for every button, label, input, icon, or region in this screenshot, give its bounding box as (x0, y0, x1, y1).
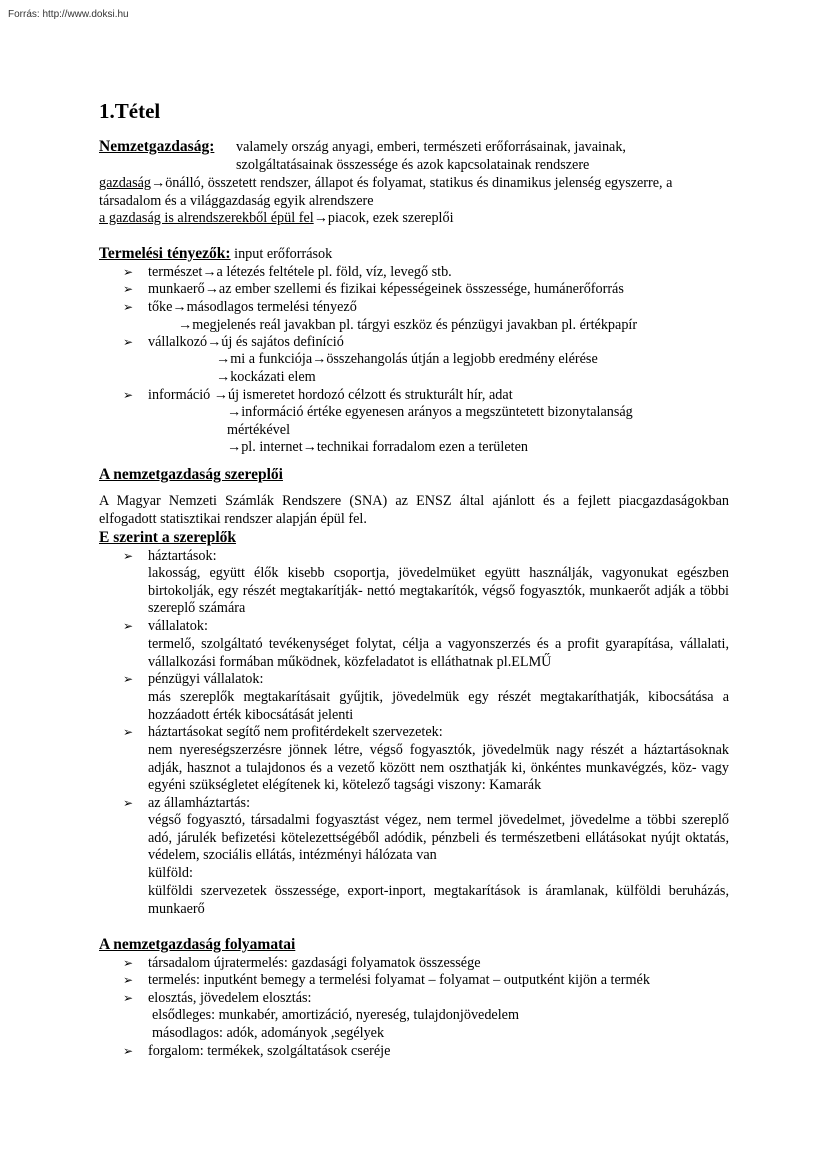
actor-description: lakosság, együtt élők kisebb csoportja, jövedelmüket együtt használják, vagyonukat egészben birtokolják, egy részét megtakarítják- nettó megtakarítók, végső fogyasztók, munkaerőt adják a többi szereplő számára (148, 565, 729, 617)
actor-description: más szereplők megtakarításait gyűjtik, jövedelmük egy részét megtakaríthatják, kibocsátása a hozzáadott érték kibocsátását jelenti (148, 689, 729, 723)
info-subline-1: →információ értéke egyenesen arányos a megszüntetett bizonytalanság (227, 404, 633, 420)
toke-subline: →megjelenés reál javakban pl. tárgyi eszköz és pénzügyi javakban pl. értékpapír (178, 317, 638, 333)
vallalkozo-subline-1: →mi a funkciója→összehangolás útján a legjobb eredmény elérése (216, 351, 598, 367)
list-item: forgalom: termékek, szolgáltatások cseréje (148, 1043, 391, 1059)
alrendszer-line (99, 210, 454, 228)
actor-description: külföldi szervezetek összessége, export-inport, megtakarítások is áramlanak, külföldi beruházás, munkaerő (148, 883, 729, 917)
szereploi-heading: A nemzetgazdaság szereplői (99, 466, 283, 483)
alrendszer-rest: →piacok, ezek szereplői (313, 210, 454, 226)
e-szerint-heading: E szerint a szereplők (99, 529, 237, 546)
info-subline-2: mértékével (227, 422, 291, 438)
bullet-icon: ➢ (123, 335, 134, 349)
folyamatai-heading: A nemzetgazdaság folyamatai (99, 936, 296, 953)
masodlagos-line: másodlagos: adók, adományok ,segélyek (152, 1025, 385, 1041)
page-title: 1.Tétel (99, 99, 161, 123)
bullet-icon: ➢ (123, 300, 134, 314)
gazdasag-line-2: társadalom és a világgazdaság egyik alrendszere (99, 193, 374, 209)
bullet-icon: ➢ (123, 1044, 134, 1058)
actor-name: vállalatok: (148, 618, 208, 634)
definition-line-2: szolgáltatásainak összessége és azok kapcsolatainak rendszere (236, 157, 590, 173)
list-item: termelés: inputként bemegy a termelési folyamat – folyamat – outputként kijön a termék (148, 972, 650, 988)
bullet-icon: ➢ (123, 672, 134, 686)
bullet-icon: ➢ (123, 265, 134, 279)
gazdasag-rest: →önálló, összetett rendszer, állapot és folyamat, statikus és dinamikus jelenség egyszerre, a (151, 175, 673, 191)
elsodleges-line: elsődleges: munkabér, amortizáció, nyereség, tulajdonjövedelem (152, 1007, 519, 1023)
actor-description: nem nyereségszerzésre jönnek létre, végső fogyasztók, jövedelmük nagy részét a háztartásoknak adják, hasznot a tulajdonos és a vezető között nem oszthatják ki, önkéntes munkavégzés, köz- vagy egyéni szükségletet elégítenek ki, kötelező tagsági viszony: Kamarák (148, 742, 729, 794)
list-item: munkaerő→az ember szellemi és fizikai képességeinek összessége, humánerőforrás (148, 281, 624, 297)
sna-paragraph: A Magyar Nemzeti Számlák Rendszere (SNA) az ENSZ által ajánlott és a fejlett piacgazdaságokban elfogadott statisztikai rendszer alapján épül fel. (99, 493, 729, 527)
termelesi-heading: Termelési tényezők: (99, 245, 231, 262)
bullet-icon: ➢ (123, 549, 134, 563)
list-item: társadalom újratermelés: gazdasági folyamatok összessége (148, 955, 481, 971)
list-item: tőke→másodlagos termelési tényező (148, 299, 357, 315)
gazdasag-line (99, 175, 672, 193)
nemzetgazdasag-heading: Nemzetgazdaság: (99, 138, 215, 155)
bullet-icon: ➢ (123, 282, 134, 296)
actor-description: termelő, szolgáltató tevékenységet folytat, célja a vagyonszerzés és a profit gyarapítása, vállalati, vállalkozási formában működnek, közfeladatot is elláthatnak pl.ELMŰ (148, 636, 729, 670)
bullet-icon: ➢ (123, 973, 134, 987)
list-item: vállalkozó→új és sajátos definíció (148, 334, 344, 350)
list-item: természet→a létezés feltétele pl. föld, víz, levegő stb. (148, 264, 452, 280)
bullet-icon: ➢ (123, 956, 134, 970)
source-label: Forrás: http://www.doksi.hu (8, 9, 129, 20)
list-item: információ →új ismeretet hordozó célzott és strukturált hír, adat (148, 387, 513, 403)
gazdasag-word: gazdaság (99, 175, 151, 191)
actor-name: háztartások: (148, 548, 217, 564)
actor-name: pénzügyi vállalatok: (148, 671, 264, 687)
info-subline-3: →pl. internet→technikai forradalom ezen a területen (227, 439, 528, 455)
vallalkozo-subline-2: →kockázati elem (216, 369, 316, 385)
bullet-icon: ➢ (123, 991, 134, 1005)
actor-name: az államháztartás: (148, 795, 251, 811)
bullet-icon: ➢ (123, 388, 134, 402)
alrendszer-underlined: a gazdaság is alrendszerekből épül fel (99, 210, 314, 226)
actor-description: végső fogyasztó, társadalmi fogyasztást végez, nem termel jövedelmet, jövedelme a többi szereplő adó, járulék befizetési kötelezettségéből adódik, pénzbeli és természetbeni ellátásokat nyújt oktatás, védelem, szociális ellátás, intézményi hálózata van (148, 812, 729, 864)
termelesi-heading-line (99, 245, 332, 264)
bullet-icon: ➢ (123, 725, 134, 739)
definition-line-1: valamely ország anyagi, emberi, természeti erőforrásainak, javainak, (236, 139, 626, 155)
actor-name: külföld: (148, 865, 193, 881)
bullet-icon: ➢ (123, 619, 134, 633)
actor-name: háztartásokat segítő nem profitérdekelt szervezetek: (148, 724, 443, 740)
termelesi-heading-rest: input erőforrások (230, 246, 333, 262)
bullet-icon: ➢ (123, 796, 134, 810)
list-item: elosztás, jövedelem elosztás: (148, 990, 312, 1006)
